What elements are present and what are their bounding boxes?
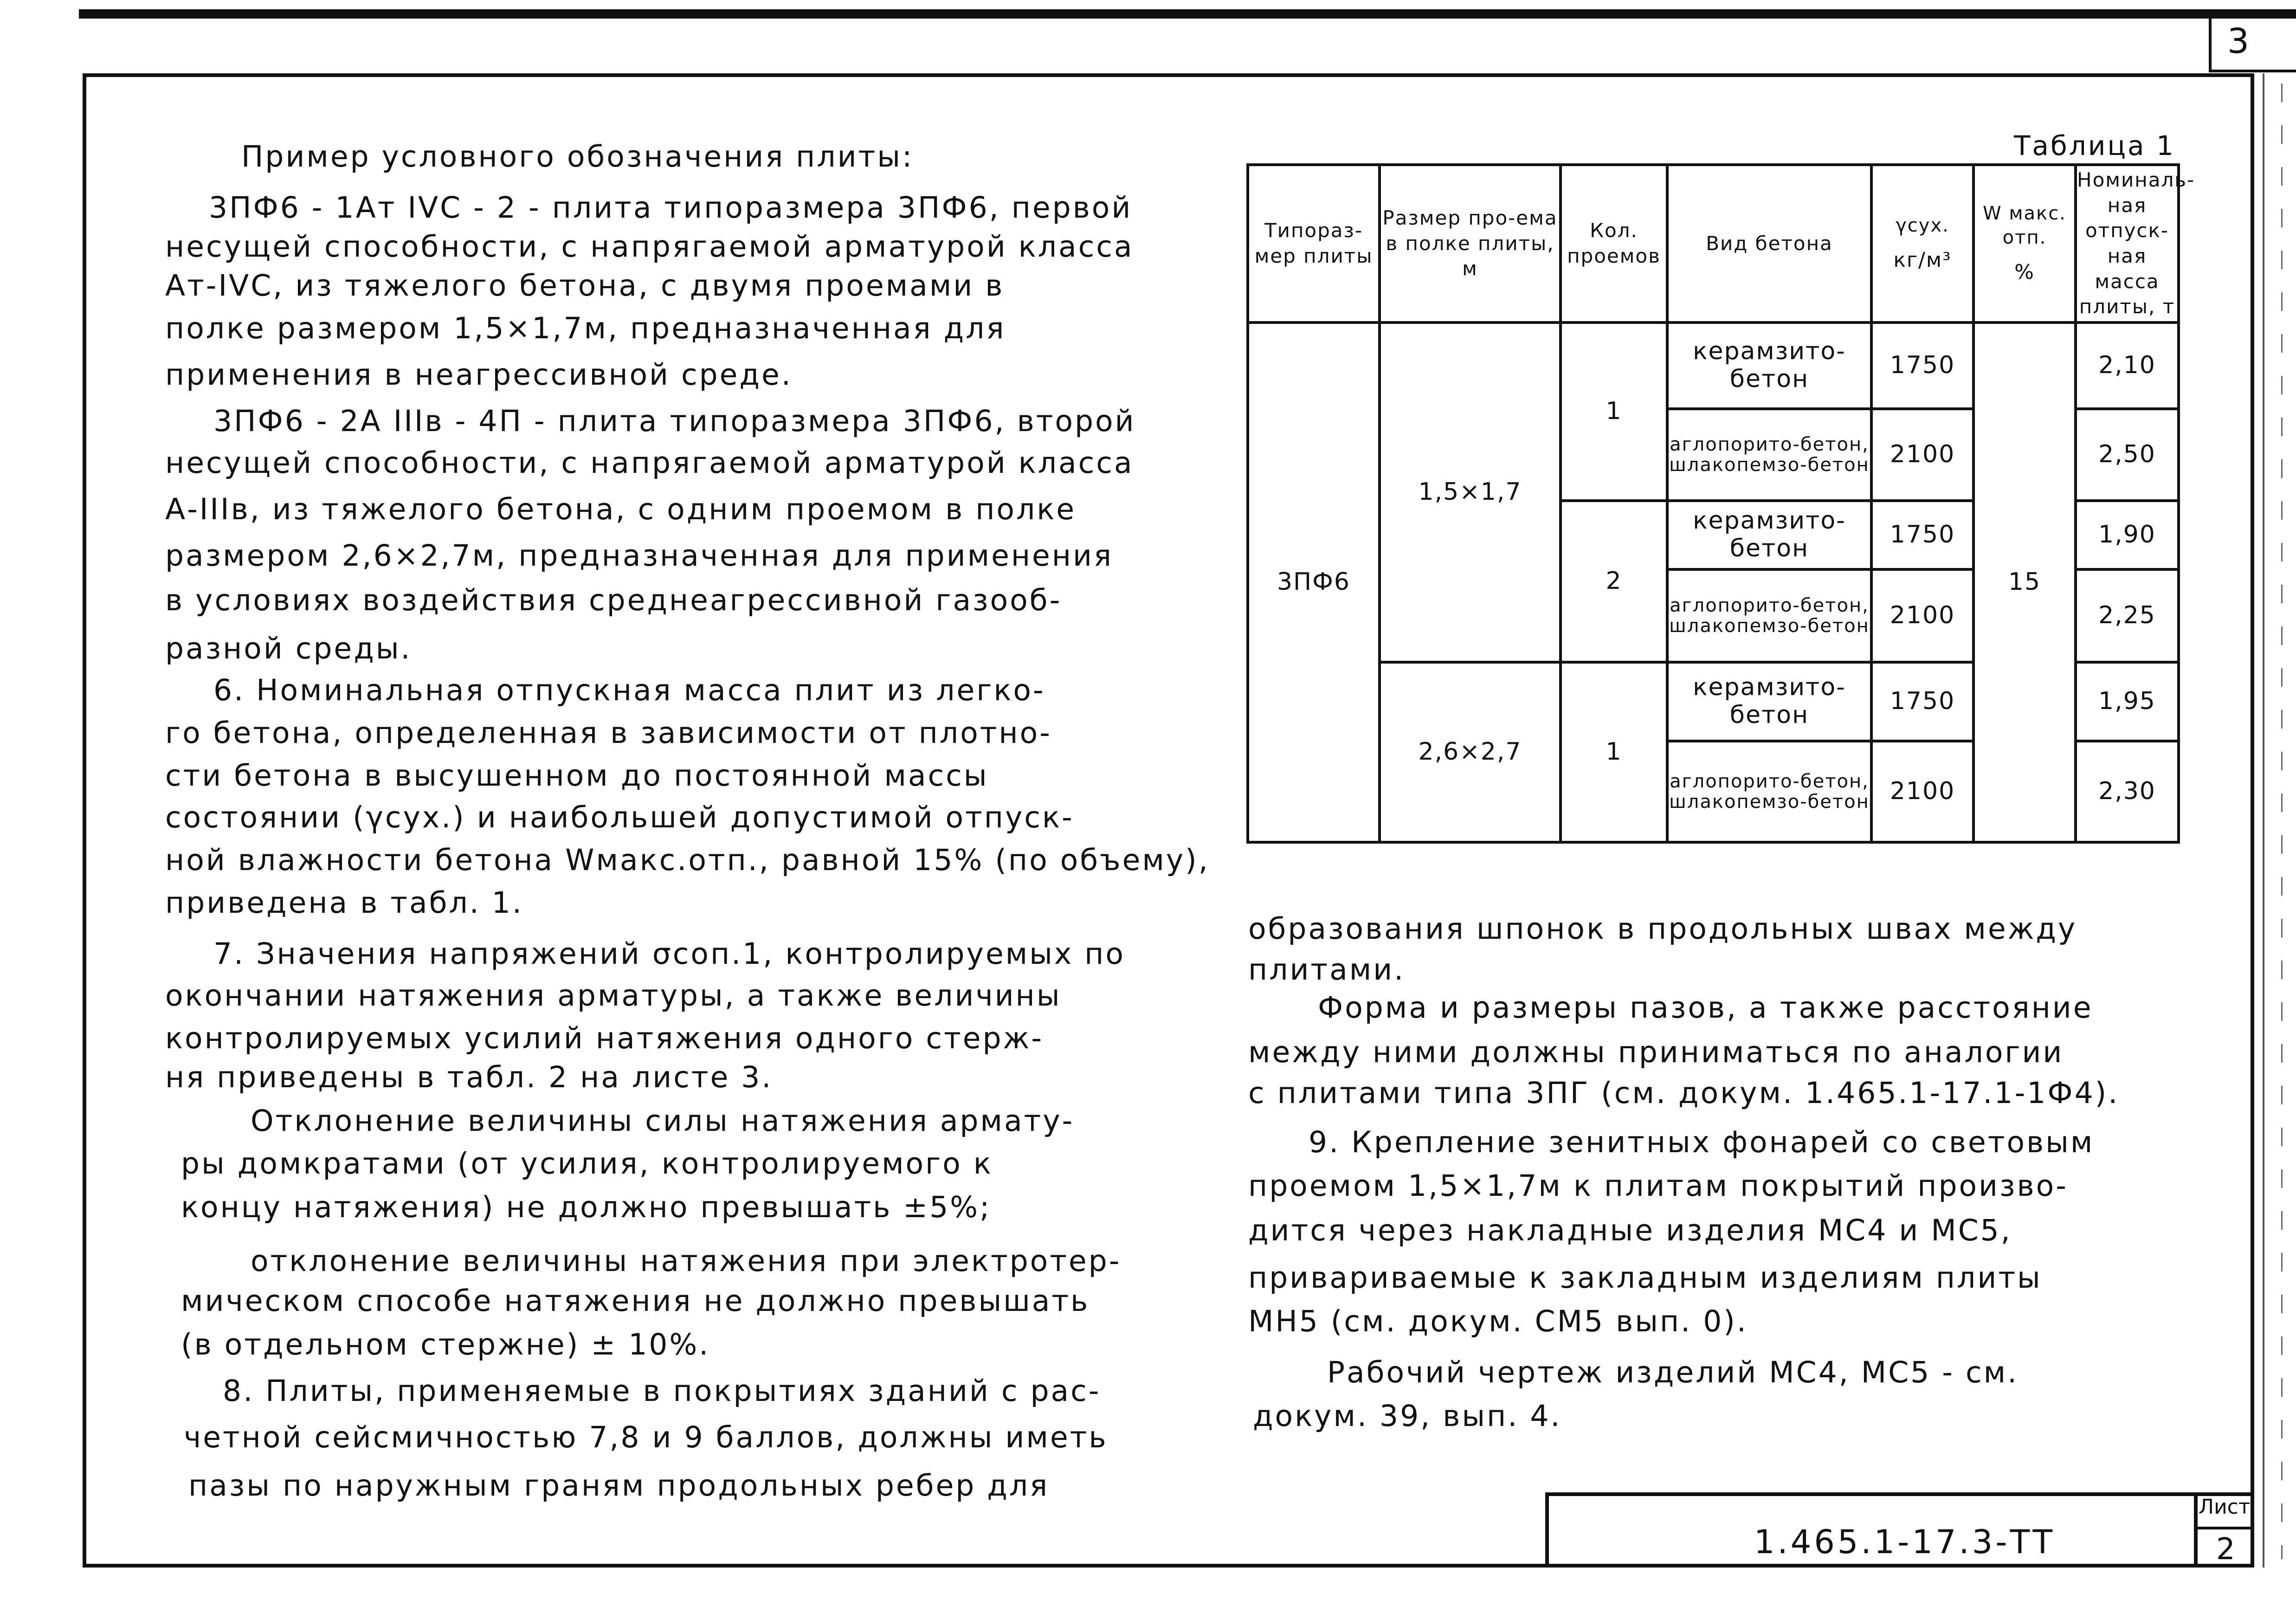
cell-concrete: аглопорито-бетон, шлакопемзо-бетон <box>1667 569 1871 662</box>
title-block-sheet-divider <box>2194 1527 2254 1529</box>
cell-concrete: керамзито-бетон <box>1667 323 1871 409</box>
cell-density: 1750 <box>1871 501 1974 569</box>
cell-density: 1750 <box>1871 662 1974 741</box>
header-moisture <box>1974 165 2076 323</box>
text-line: МН5 (см. докум. СМ5 вып. 0). <box>1248 1304 1748 1338</box>
text-line: несущей способности, с напрягаемой арматурой класса <box>165 230 1134 264</box>
text-line: Рабочий чертеж изделий МС4, МС5 - см. <box>1327 1355 2019 1389</box>
text-line: сти бетона в высушенном до постоянной массы <box>165 759 989 793</box>
cell-mass: 1,95 <box>2076 662 2179 741</box>
cell-density: 2100 <box>1871 741 1974 842</box>
text-line: Ат-IVС, из тяжелого бетона, с двумя проемами в <box>165 269 1005 303</box>
text-line: пазы по наружным граням продольных ребер для <box>188 1469 1050 1503</box>
text-line: состоянии (γсух.) и наибольшей допустимой отпуск- <box>165 800 1074 834</box>
table-title: Таблица 1 <box>2014 130 2175 161</box>
top-border-bar <box>79 9 2296 19</box>
text-line: 8. Плиты, применяемые в покрытиях зданий с рас- <box>223 1374 1101 1408</box>
text-line: проемом 1,5×1,7м к плитам покрытий произво- <box>1248 1169 2068 1203</box>
text-line: 7. Значения напряжений σсоп.1, контролируемых по <box>213 937 1125 971</box>
binding-edge-dashes <box>2281 84 2283 1559</box>
text-line: го бетона, определенная в зависимости от плотно- <box>165 716 1052 750</box>
text-line: отклонение величины натяжения при электротер- <box>251 1244 1122 1278</box>
page-number: 3 <box>2227 21 2250 61</box>
cell-type: 3ПФ6 <box>1248 323 1380 842</box>
cell-concrete: керамзито-бетон <box>1667 501 1871 569</box>
cell-concrete: аглопорито-бетон, шлакопемзо-бетон <box>1667 409 1871 501</box>
text-line: привариваемые к закладным изделиям плиты <box>1248 1261 2042 1295</box>
header-mass: Номиналь-ная отпуск-ная масса плиты, т <box>2076 165 2179 323</box>
cell-mass: 2,50 <box>2076 409 2179 501</box>
cell-mass: 2,10 <box>2076 323 2179 409</box>
text-line: в условиях воздействия среднеагрессивной газооб- <box>165 583 1062 617</box>
text-line: ры домкратами (от усилия, контролируемого к <box>181 1147 993 1181</box>
title-block-divider <box>2194 1492 2198 1568</box>
cell-density: 1750 <box>1871 323 1974 409</box>
cell-mass: 1,90 <box>2076 501 2179 569</box>
header-concrete-type: Вид бетона <box>1667 165 1871 323</box>
header-type: Типораз-мер плиты <box>1248 165 1380 323</box>
text-line: А-IIIв, из тяжелого бетона, с одним проемом в полке <box>165 492 1077 526</box>
page-number-box <box>2209 19 2296 72</box>
cell-opening-size: 1,5×1,7 <box>1380 323 1561 662</box>
sheet-number: 2 <box>2216 1532 2235 1567</box>
text-line: приведена в табл. 1. <box>165 886 523 920</box>
text-line: окончании натяжения арматуры, а также величины <box>165 979 1062 1013</box>
text-line: с плитами типа 3ПГ (см. докум. 1.465.1-17.1-1Ф4). <box>1248 1076 2120 1110</box>
text-line: ня приведены в табл. 2 на листе 3. <box>165 1060 773 1094</box>
header-openings-count: Кол. проемов <box>1561 165 1667 323</box>
header-density <box>1871 165 1974 323</box>
cell-openings-count: 1 <box>1561 662 1667 842</box>
text-line: несущей способности, с напрягаемой арматурой класса <box>165 446 1134 480</box>
moisture-unit: % <box>2014 260 2035 284</box>
text-line: докум. 39, вып. 4. <box>1253 1399 1562 1433</box>
cell-openings-count: 1 <box>1561 323 1667 501</box>
text-line: образования шпонок в продольных швах между <box>1248 912 2077 946</box>
text-line: 3ПФ6 - 2А IIIв - 4П - плита типоразмера 3ПФ6, второй <box>213 404 1136 438</box>
cell-concrete: аглопорито-бетон, шлакопемзо-бетон <box>1667 741 1871 842</box>
cell-openings-count: 2 <box>1561 501 1667 662</box>
density-unit: кг/м³ <box>1893 248 1952 272</box>
text-line: между ними должны приниматься по аналогии <box>1248 1035 2064 1069</box>
sheet-label: Лист <box>2199 1495 2251 1519</box>
text-line: 6. Номинальная отпускная масса плит из легко- <box>213 673 1045 707</box>
header-opening-size: Размер про-ема в полке плиты, м <box>1380 165 1561 323</box>
text-line: мическом способе натяжения не должно превышать <box>181 1284 1090 1318</box>
text-line: четной сейсмичностью 7,8 и 9 баллов, должны иметь <box>184 1420 1108 1454</box>
cell-opening-size: 2,6×2,7 <box>1380 662 1561 842</box>
table-1 <box>1246 163 2195 844</box>
document-code: 1.465.1-17.3-ТТ <box>1754 1523 2056 1561</box>
text-line: Форма и размеры пазов, а также расстояние <box>1318 991 2093 1025</box>
text-line: 3ПФ6 - 1Ат IVС - 2 - плита типоразмера 3ПФ6, первой <box>209 191 1133 225</box>
binding-edge-line <box>2263 73 2264 1568</box>
text-line: плитами. <box>1248 953 1406 987</box>
text-line: применения в неагрессивной среде. <box>165 358 793 392</box>
cell-mass: 2,25 <box>2076 569 2179 662</box>
text-line: концу натяжения) не должно превышать ±5%; <box>181 1190 992 1224</box>
text-line: полке размером 1,5×1,7м, предназначенная для <box>165 311 1006 345</box>
text-line: (в отдельном стержне) ± 10%. <box>181 1328 710 1361</box>
cell-mass: 2,30 <box>2076 741 2179 842</box>
moisture-symbol: W макс. отп. <box>1983 203 2066 249</box>
cell-density: 2100 <box>1871 569 1974 662</box>
text-line: размером 2,6×2,7м, предназначенная для применения <box>165 539 1113 573</box>
cell-density: 2100 <box>1871 409 1974 501</box>
text-line: Отклонение величины силы натяжения армату- <box>251 1104 1075 1138</box>
cell-concrete: керамзито-бетон <box>1667 662 1871 741</box>
density-symbol: γсух. <box>1896 215 1949 237</box>
text-line: ной влажности бетона Wмакс.отп., равной 15% (по объему), <box>165 843 1210 877</box>
example-heading: Пример условного обозначения плиты: <box>241 140 914 174</box>
text-line: разной среды. <box>165 632 412 665</box>
text-line: дится через накладные изделия МС4 и МС5, <box>1248 1213 2012 1247</box>
text-line: контролируемых усилий натяжения одного стерж- <box>165 1021 1044 1055</box>
cell-moisture: 15 <box>1974 323 2076 842</box>
text-line: 9. Крепление зенитных фонарей со световым <box>1309 1125 2095 1159</box>
